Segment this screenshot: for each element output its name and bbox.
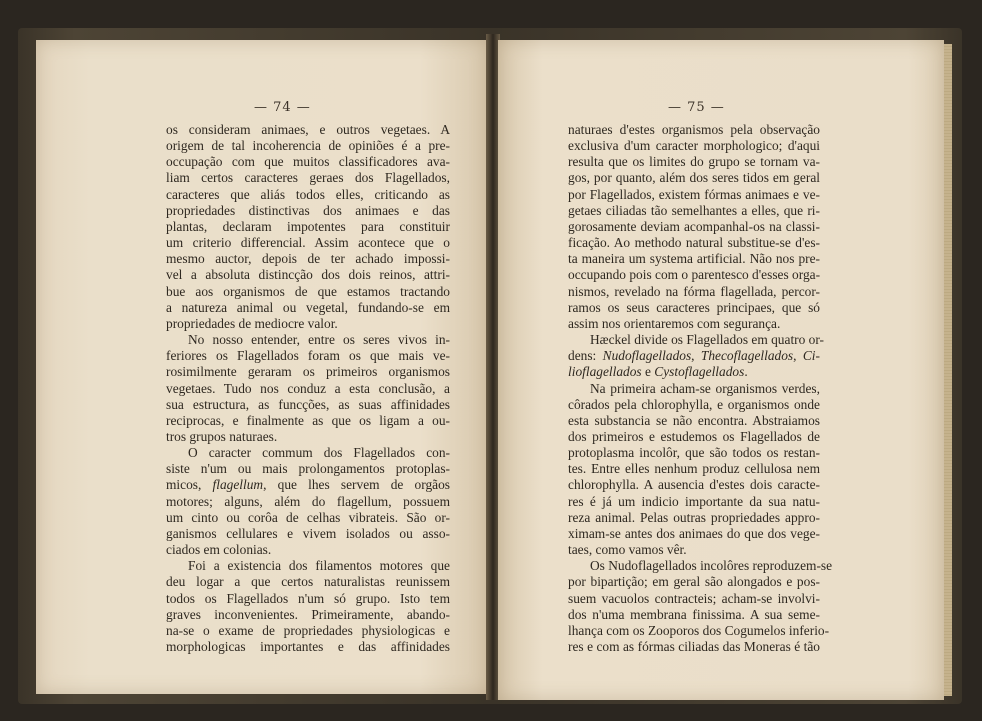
text-line: No nosso entender, entre os seres vivos in- [188,332,450,348]
text-line: vegetaes. Tudo nos conduz a esta conclusão, a [166,380,450,396]
text-line: taes, como vamos vêr. [568,542,687,558]
text-line: Os Nudoflagellados incolôres reproduzem-se [590,558,833,574]
text-line: lhança com os Zooporos dos Cogumelos inferio- [568,622,830,638]
text-line: tros grupos naturaes. [166,428,278,444]
text-line: por bipartição; em geral são alongados e pos- [568,574,820,590]
text-line: exclusiva d'um caracter morphologico; d'aqui [568,138,820,154]
text-line: protoplasma incolôr, que são todos os restan- [568,445,820,461]
text-line: ficação. Ao methodo natural substitue-se d'es- [568,235,820,251]
text-line: sua estructura, as funcções, as suas affinidades [166,396,450,412]
text-line: reza animal. Pelas outras propriedades appro- [568,509,820,525]
text-line: propriedades de mediocre valor. [166,315,338,331]
right-page [498,40,944,700]
text-line: ximam-se antes dos animaes do que dos vege- [568,525,820,541]
text-line: lioflagellados e Cystoflagellados. [568,364,748,380]
text-line: morphologicas importantes e das affinidades [166,639,450,654]
text-line: caracteres que aliás todos elles, criticando as [166,186,450,202]
text-line: todos os Flagellados n'um só grupo. Isto tem [166,590,450,606]
text-line: assim nos orientaremos com segurança. [568,315,781,331]
text-line: dos primeiros e estudemos os Flagellados de [568,428,820,444]
text-line: a natureza animal ou vegetal, fundando-se em [166,299,450,315]
text-line: um cinto ou corôa de celhas vibrateis. São or- [166,509,450,525]
text-line: os consideram animaes, e outros vegetaes. A [166,122,450,137]
text-line: na-se o exame de propriedades physiologicas e [166,622,450,638]
text-line: ciados em colonias. [166,542,272,558]
text-line: plantas, declaram impotentes para constituir [166,218,450,234]
text-line: occupando pois com o parentesco d'esses orga- [568,267,821,283]
left-page-number: — 74 — [254,100,311,115]
text-line: rosimilmente geraram os primeiros organismos [166,364,450,380]
text-line: deu logar a que certos naturalistas reunissem [166,574,450,590]
text-line: mesmo auctor, depois de ter achado impossi- [166,251,450,267]
text-line: chlorophylla. A ausencia d'estes dois caracte- [568,477,820,493]
text-line: côrados pela chlorophylla, e organismos onde [568,396,820,412]
page-edges [944,44,952,696]
text-line: bue aos organismos de que estamos tractando [166,283,450,299]
text-line: esta substancia se não encontra. Abstraiamos [568,412,820,428]
text-line: Foi a existencia dos filamentos motores que [188,558,450,574]
text-line: nismos, revelado na fórma flagellada, percor- [568,283,820,299]
text-line: feriores os Flagellados foram os que mais ve- [166,348,450,364]
text-line: gos, por quanto, além dos seres tidos em geral [568,170,820,186]
text-line: propriedades distinctivas dos animaes e das [166,202,450,218]
text-line: res é já um indicio importante da sua natu- [568,493,820,509]
text-line: origem de tal incoherencia de opiniões é a pre- [166,138,450,154]
text-line: Hæckel divide os Flagellados em quatro or- [590,332,825,348]
text-line: tes. Entre elles nenhum produz cellulosa nem [568,461,820,477]
text-line: graves inconvenientes. Primeiramente, abando- [166,606,450,622]
right-page-number: — 75 — [668,100,725,115]
right-page-text [568,122,833,655]
text-line: por Flagellados, existem fórmas animaes e ve- [568,186,820,202]
text-line: O caracter commum dos Flagellados con- [188,445,450,461]
text-line: um criterio differencial. Assim acontece que o [166,235,450,251]
text-line: Na primeira acham-se organismos verdes, [590,380,820,396]
text-line: getaes ciliadas tão semelhantes a elles, que ri- [568,202,820,218]
left-page-text [166,122,450,655]
text-line: occupação com que muitos classificadores ava- [166,154,450,170]
text-line: reciprocas, e finalmente as que os ligam a ou- [166,412,450,428]
text-line: resulta que os limites do grupo se tornam va- [568,154,820,170]
text-line: dens: Nudoflagellados, Thecoflagellados, Ci- [568,348,820,364]
text-line: res e com as fórmas ciliadas das Moneras é tão [568,639,820,654]
text-line: ramos os seus caracteres principaes, que só [568,299,820,315]
text-line: micos, flagellum, que lhes servem de orgãos [166,477,450,493]
left-page [36,40,488,694]
text-line: dos n'uma membrana finissima. A sua seme- [568,606,820,622]
text-line: suem vacuolos contracteis; acham-se involvi- [568,590,820,606]
text-line: gorosamente deviam acompanhal-os na classi- [568,218,820,234]
text-line: motores; alguns, além do flagellum, possuem [166,493,450,509]
text-line: vel a absoluta distincção dos dois reinos, attri- [166,267,450,283]
text-line: liam certos caracteres geraes dos Flagellados, [166,170,450,186]
text-line: ta maneira um systema artificial. Não nos pre- [568,251,820,267]
text-line: siste n'um ou mais prolongamentos protoplas- [166,461,450,477]
text-line: naturaes d'estes organismos pela observação [568,122,820,137]
text-line: ganismos cellulares e vivem isolados ou asso- [166,525,450,541]
